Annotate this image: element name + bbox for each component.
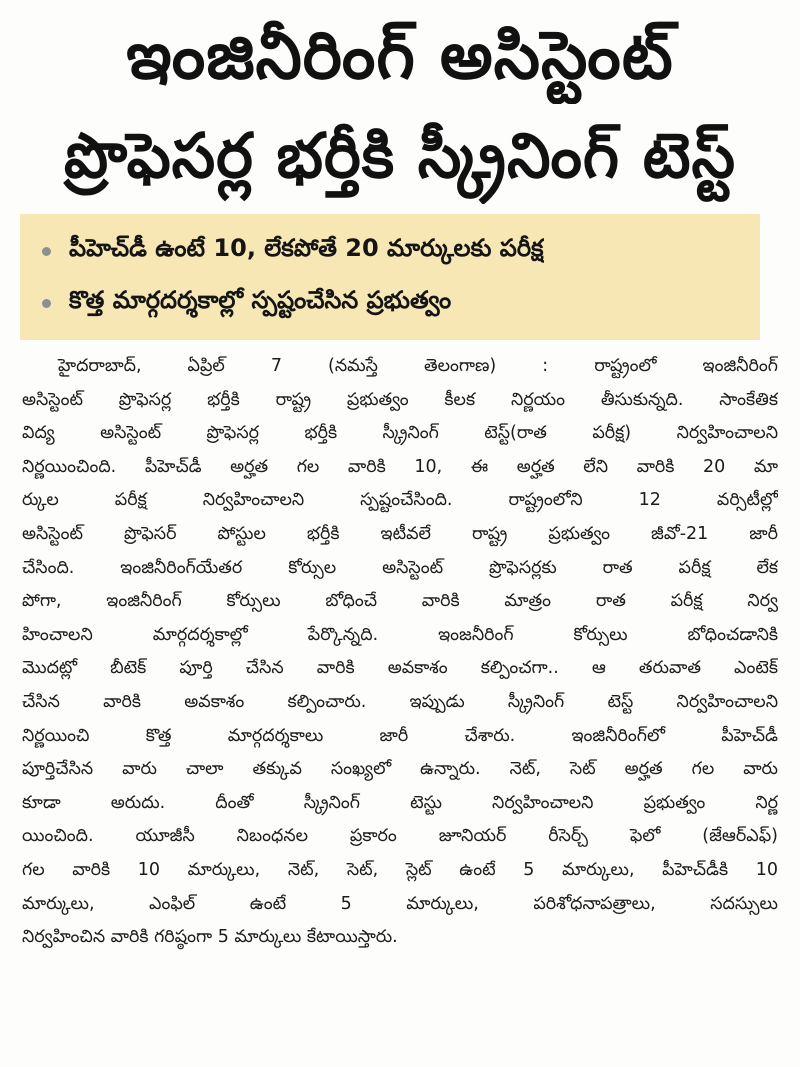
bullet-dot-icon <box>42 299 51 308</box>
article-line: చేసింది. ఇంజినీరింగ్‌యేతర కోర్సుల అసిస్టెంట్ ప్రొఫెసర్లకు రాత పరీక్ష లేక <box>22 557 778 578</box>
highlight-text: కొత్త మార్గదర్శకాల్లో స్పష్టంచేసిన ప్రభుత్వం <box>69 286 452 314</box>
article-line: అసిస్టెంట్ ప్రొఫెసర్ పోస్టుల భర్తీకి ఇటీవలే రాష్ట్ర ప్రభుత్వం జీవో-21 జారీ <box>22 523 778 544</box>
bullet-dot-icon <box>42 247 51 256</box>
article-line: పూర్తిచేసిన వారు చాలా తక్కువ సంఖ్యలో ఉన్నారు. నెట్, సెట్ అర్హత గల వారు <box>22 759 778 780</box>
article-line: కూడా అరుదు. దీంతో స్క్రీనింగ్ టెస్టు నిర్వహించాలని ప్రభుత్వం నిర్ణ <box>22 792 778 813</box>
highlight-text: పీహెచ్‌డీ ఉంటే 10, లేకపోతే 20 మార్కులకు పరీక్ష <box>69 234 544 262</box>
article-line: గల వారికి 10 మార్కులు, నెట్, సెట్, స్లెట్ ఉంటే 5 మార్కులు, పీహెచ్‌డీకి 10 <box>22 859 778 880</box>
article-line: హించాలని మార్గదర్శకాల్లో పేర్కొన్నది. ఇంజనీరింగ్ కోర్సులు బోధించడానికి <box>22 624 778 645</box>
article-line: నిర్ణయించి కొత్త మార్గదర్శకాలు జారీ చేశారు. ఇంజినీరింగ్‌లో పీహెచ్‌డీ <box>22 725 778 746</box>
article-line: చేసిన వారికి అవకాశం కల్పించారు. ఇప్పుడు స్క్రీనింగ్ టెస్ట్ నిర్వహించాలని <box>22 691 778 712</box>
highlight-box <box>20 214 760 340</box>
article-line: యించింది. యూజీసీ నిబంధనల ప్రకారం జూనియర్ రీసెర్చ్ ఫెలో (జేఆర్‌ఎఫ్) <box>22 826 778 847</box>
highlight-item <box>20 226 760 276</box>
article-line: హైదరాబాద్, ఏప్రిల్ 7 (నమస్తే తెలంగాణ) : రాష్ట్రంలో ఇంజినీరింగ్ <box>58 356 778 376</box>
headline-line-2: ప్రొఫెసర్ల భర్తీకి స్క్రీనింగ్ టెస్ట్ <box>63 119 737 192</box>
article-line: నిర్వహించిన వారికి గరిష్ఠంగా 5 మార్కులు కేటాయిస్తారు. <box>22 927 398 948</box>
article-body <box>22 350 778 1056</box>
article-line: విద్య అసిస్టెంట్ ప్రొఫెసర్ల భర్తీకి స్క్రీనింగ్ టెస్ట్(రాత పరీక్ష) నిర్వహించాలని <box>22 423 778 444</box>
article-line: అసిస్టెంట్ ప్రొఫెసర్ల భర్తీకి రాష్ట్ర ప్రభుత్వం కీలక నిర్ణయం తీసుకున్నది. సాంకేతిక <box>22 389 778 410</box>
article-line: మొదట్లో బీటెక్ పూర్తి చేసిన వారికి అవకాశం కల్పించగా.. ఆ తరువాత ఎంటెక్ <box>22 658 778 679</box>
highlight-item <box>20 278 760 328</box>
article-line: పోగా, ఇంజినీరింగ్ కోర్సులు బోధించే వారికి మాత్రం రాత పరీక్ష నిర్వ <box>22 591 778 612</box>
headline-line-1: ఇంజినీరింగ్ అసిస్టెంట్ <box>126 17 674 94</box>
article-line: నిర్ణయించింది. పీహెచ్‌డీ అర్హత గల వారికి 10, ఈ అర్హత లేని వారికి 20 మా <box>22 456 778 477</box>
article-line: మార్కులు, ఎంఫిల్ ఉంటే 5 మార్కులు, పరిశోధనాపత్రాలు, సదస్సులు <box>22 893 778 914</box>
article-line: ర్కుల పరీక్ష నిర్వహించాలని స్పష్టంచేసింది. రాష్ట్రంలోని 12 వర్సిటీల్లో <box>22 490 778 511</box>
